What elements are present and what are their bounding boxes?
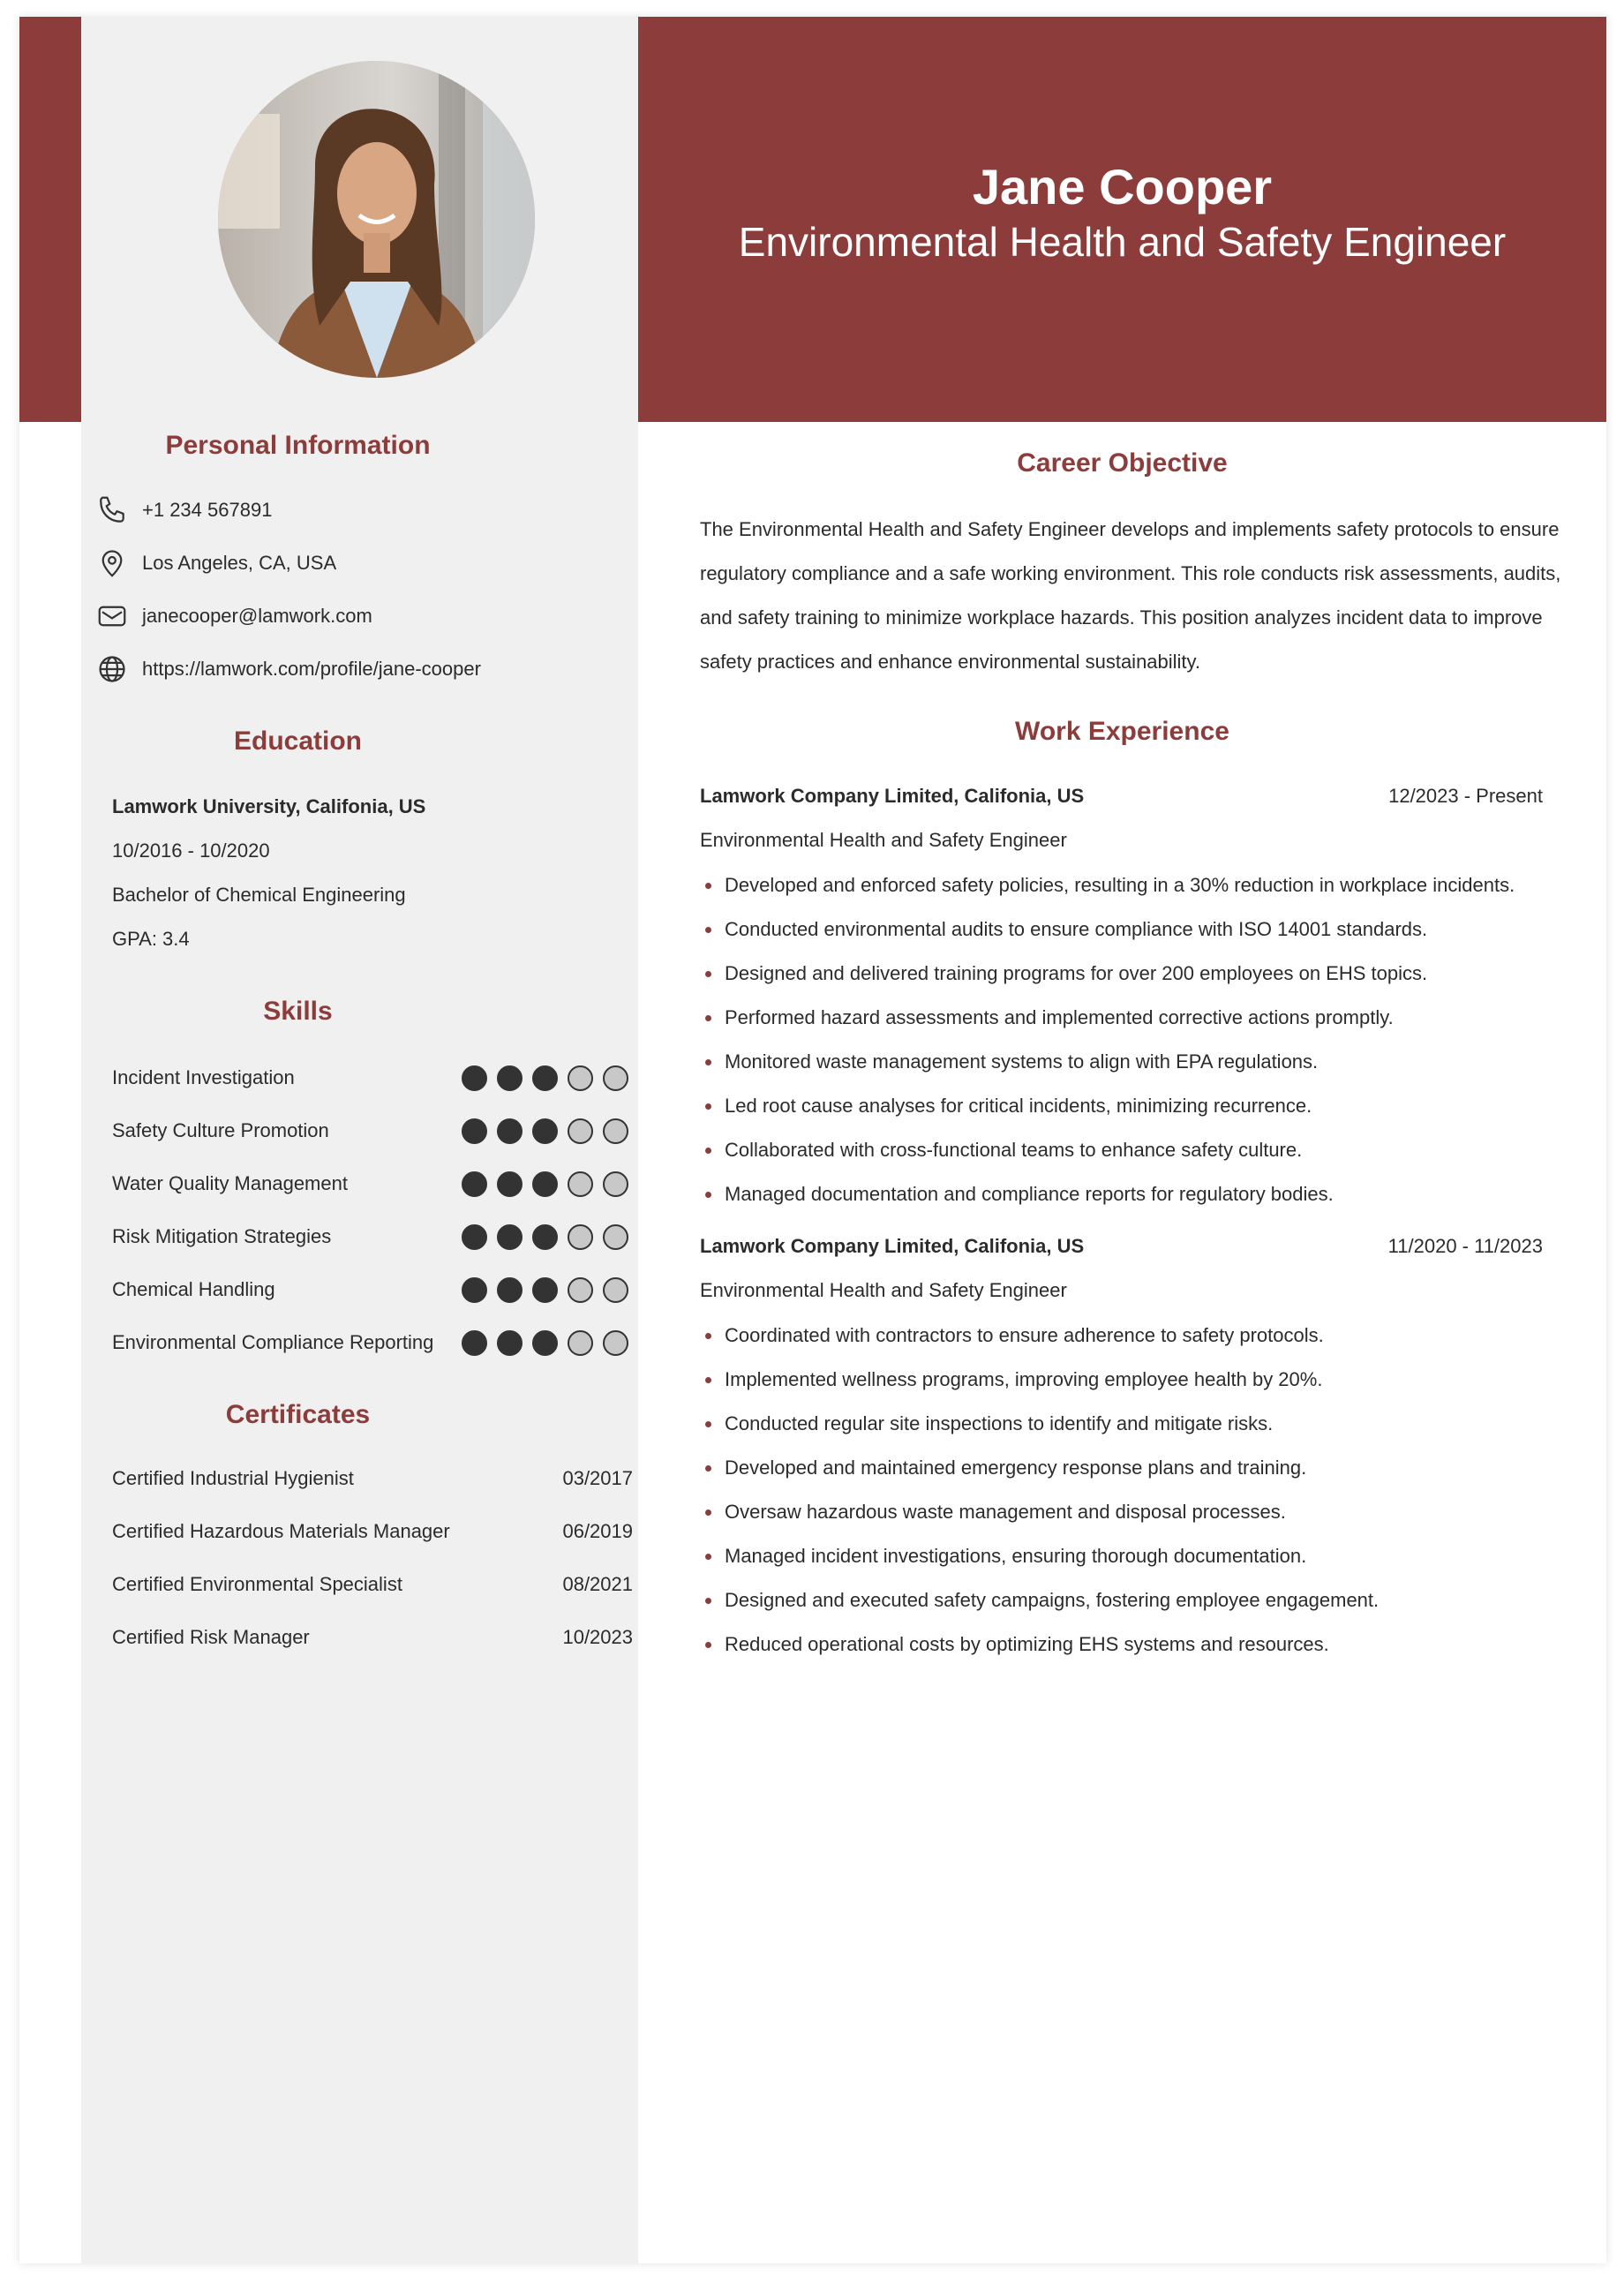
certificate-name: Certified Industrial Hygienist — [112, 1467, 354, 1489]
job-bullet: Performed hazard assessments and implemented corrective actions promptly. — [700, 996, 1583, 1040]
education-heading: Education — [233, 726, 362, 756]
certificate-name: Certified Hazardous Materials Manager — [112, 1520, 450, 1542]
job-role: Environmental Health and Safety Engineer — [700, 829, 1067, 851]
skills-heading: Skills — [263, 997, 333, 1026]
education-gpa: GPA: 3.4 — [112, 928, 190, 950]
candidate-name: Jane Cooper — [972, 159, 1273, 215]
rating-dot-filled — [462, 1224, 487, 1250]
rating-dot-empty — [603, 1118, 628, 1144]
skill-name: Water Quality Management — [112, 1172, 348, 1194]
rating-dot-empty — [568, 1224, 593, 1250]
skill-rating — [462, 1277, 628, 1303]
skill-name: Risk Mitigation Strategies — [112, 1225, 332, 1247]
skill-row — [112, 1062, 628, 1094]
job-bullet: Developed and enforced safety policies, resulting in a 30% reduction in workplace incidents. — [700, 863, 1583, 907]
rating-dot-empty — [603, 1224, 628, 1250]
skill-row — [112, 1327, 628, 1359]
job-dates: 11/2020 - 11/2023 — [1387, 1235, 1543, 1257]
job-header — [700, 1233, 1543, 1260]
rating-dot-empty — [568, 1065, 593, 1091]
rating-dot-filled — [532, 1065, 558, 1091]
job-bullet: Led root cause analyses for critical incidents, minimizing recurrence. — [700, 1084, 1583, 1128]
job-bullets — [700, 863, 1583, 1216]
rating-dot-filled — [497, 1065, 523, 1091]
rating-dot-empty — [603, 1330, 628, 1356]
job-bullet: Designed and executed safety campaigns, fostering employee engagement. — [700, 1578, 1583, 1622]
job-bullet: Developed and maintained emergency response plans and training. — [700, 1446, 1583, 1490]
job-bullet: Oversaw hazardous waste management and disposal processes. — [700, 1490, 1583, 1534]
rating-dot-empty — [568, 1118, 593, 1144]
resume-page — [19, 17, 1606, 2263]
rating-dot-empty — [603, 1065, 628, 1091]
rating-dot-filled — [532, 1118, 558, 1144]
rating-dot-filled — [497, 1330, 523, 1356]
job-bullet: Coordinated with contractors to ensure adherence to safety protocols. — [700, 1314, 1583, 1358]
job-bullet: Managed documentation and compliance reports for regulatory bodies. — [700, 1172, 1583, 1216]
envelope-icon — [94, 598, 130, 634]
portrait-illustration — [218, 61, 535, 378]
skill-rating — [462, 1118, 628, 1144]
email-text: janecooper@lamwork.com — [142, 605, 372, 627]
job-company: Lamwork Company Limited, Califonia, US — [700, 1235, 1085, 1257]
candidate-job-title: Environmental Health and Safety Engineer — [738, 219, 1507, 265]
rating-dot-filled — [532, 1330, 558, 1356]
phone-number: +1 234 567891 — [142, 499, 273, 521]
job-bullet: Reduced operational costs by optimizing EHS systems and resources. — [700, 1622, 1583, 1667]
rating-dot-empty — [568, 1171, 593, 1197]
website-text: https://lamwork.com/profile/jane-cooper — [142, 658, 481, 680]
rating-dot-filled — [497, 1224, 523, 1250]
certificate-row — [112, 1516, 633, 1547]
rating-dot-filled — [462, 1118, 487, 1144]
certificate-row — [112, 1569, 633, 1600]
job-dates: 12/2023 - Present — [1388, 785, 1543, 807]
rating-dot-empty — [603, 1171, 628, 1197]
personal-info-heading: Personal Information — [165, 431, 431, 460]
education-school: Lamwork University, Califonia, US — [112, 795, 426, 817]
rating-dot-filled — [462, 1171, 487, 1197]
education-dates: 10/2016 - 10/2020 — [112, 839, 270, 862]
globe-icon — [94, 651, 130, 687]
certificate-date: 03/2017 — [562, 1467, 633, 1489]
career-objective-heading: Career Objective — [1017, 448, 1228, 478]
certificate-row — [112, 1463, 633, 1494]
skill-row — [112, 1221, 628, 1253]
rating-dot-filled — [497, 1171, 523, 1197]
skill-rating — [462, 1065, 628, 1091]
contact-email — [94, 598, 372, 634]
certificate-name: Certified Environmental Specialist — [112, 1573, 402, 1595]
education-degree: Bachelor of Chemical Engineering — [112, 884, 406, 906]
skill-name: Safety Culture Promotion — [112, 1119, 329, 1141]
skill-name: Incident Investigation — [112, 1066, 295, 1088]
rating-dot-empty — [603, 1277, 628, 1303]
contact-location — [94, 546, 336, 581]
rating-dot-filled — [532, 1277, 558, 1303]
rating-dot-filled — [532, 1171, 558, 1197]
skill-rating — [462, 1224, 628, 1250]
certificate-date: 10/2023 — [562, 1626, 633, 1648]
job-bullet: Designed and delivered training programs for over 200 employees on EHS topics. — [700, 952, 1583, 996]
job-bullet: Conducted environmental audits to ensure compliance with ISO 14001 standards. — [700, 907, 1583, 952]
job-company: Lamwork Company Limited, Califonia, US — [700, 785, 1085, 807]
skill-row — [112, 1115, 628, 1147]
skill-rating — [462, 1330, 628, 1356]
certificates-heading: Certificates — [225, 1400, 371, 1429]
rating-dot-filled — [462, 1065, 487, 1091]
rating-dot-filled — [497, 1118, 523, 1144]
rating-dot-filled — [462, 1277, 487, 1303]
location-pin-icon — [94, 546, 130, 581]
job-bullet: Implemented wellness programs, improving employee health by 20%. — [700, 1358, 1583, 1402]
rating-dot-filled — [497, 1277, 523, 1303]
location-text: Los Angeles, CA, USA — [142, 552, 337, 574]
job-header — [700, 783, 1543, 809]
certificate-row — [112, 1622, 633, 1653]
job-bullets — [700, 1314, 1583, 1667]
certificate-date: 08/2021 — [562, 1573, 633, 1595]
skill-name: Chemical Handling — [112, 1278, 275, 1300]
skill-rating — [462, 1171, 628, 1197]
career-objective-text: The Environmental Health and Safety Engineer develops and implements safety protocols to ensure regulatory compliance and a safe working environment. This role conducts risk assessments, audits, and safety training to minimize workplace hazards. This position analyzes incident data to improve safety practices and enhance environmental sustainability. — [700, 518, 1561, 673]
phone-icon — [94, 493, 130, 528]
job-bullet: Conducted regular site inspections to identify and mitigate risks. — [700, 1402, 1583, 1446]
rating-dot-empty — [568, 1330, 593, 1356]
profile-photo — [218, 61, 535, 378]
contact-website — [94, 651, 481, 687]
job-role: Environmental Health and Safety Engineer — [700, 1279, 1067, 1301]
skill-row — [112, 1274, 628, 1306]
job-bullet: Monitored waste management systems to align with EPA regulations. — [700, 1040, 1583, 1084]
work-experience-heading: Work Experience — [1015, 717, 1229, 746]
certificate-date: 06/2019 — [562, 1520, 633, 1542]
job-bullet: Collaborated with cross-functional teams to enhance safety culture. — [700, 1128, 1583, 1172]
certificate-name: Certified Risk Manager — [112, 1626, 310, 1648]
skill-name: Environmental Compliance Reporting — [112, 1331, 434, 1353]
rating-dot-filled — [462, 1330, 487, 1356]
rating-dot-empty — [568, 1277, 593, 1303]
rating-dot-filled — [532, 1224, 558, 1250]
contact-phone — [94, 493, 272, 528]
job-bullet: Managed incident investigations, ensuring thorough documentation. — [700, 1534, 1583, 1578]
skill-row — [112, 1168, 628, 1200]
